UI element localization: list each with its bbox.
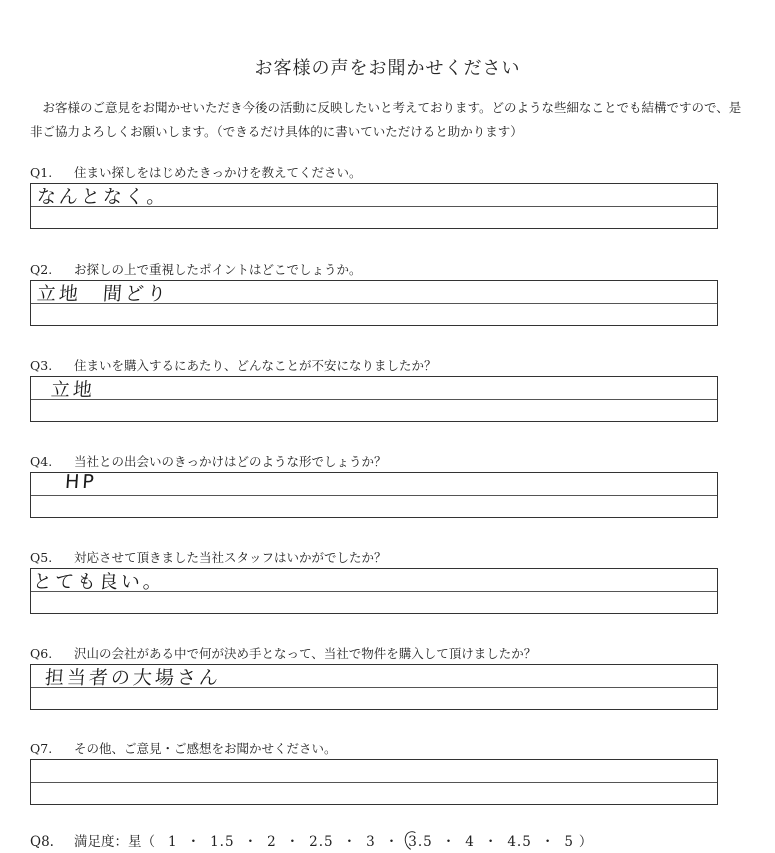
rating-option[interactable]: 2.5: [309, 834, 334, 850]
rating-option[interactable]: 1.5: [210, 834, 235, 850]
question-number: Q5.: [30, 550, 53, 565]
handwritten-answer: 立地 間どり: [36, 283, 170, 305]
rating-option[interactable]: 4: [465, 834, 475, 850]
rating-option[interactable]: 1: [168, 834, 178, 850]
question-number: Q8.: [30, 834, 54, 850]
question-text: 沢山の会社がある中で何が決め手となって、当社で物件を購入して頂けましたか？: [74, 646, 537, 661]
rating-separator: ・: [483, 834, 499, 850]
handwritten-answer: とても良い。: [32, 571, 166, 593]
question-4: [30, 452, 387, 470]
handwritten-answer: なんとなく。: [36, 186, 170, 208]
question-2: [30, 260, 362, 278]
rating-option[interactable]: 5: [564, 834, 574, 850]
question-text: お探しの上で重視したポイントはどこでしょうか。: [74, 262, 362, 277]
question-3: [30, 356, 437, 374]
rating-separator: ・: [243, 834, 259, 850]
question-5: [30, 548, 387, 566]
rating-separator: ・: [441, 834, 457, 850]
answer-line: [31, 495, 717, 496]
question-number: Q6.: [30, 646, 53, 661]
survey-intro: お客様のご意見をお聞かせいただき今後の活動に反映したいと考えております。どのような些細なことでも結構ですので、是非ご協力よろしくお願いします。（できるだけ具体的に書いていただけると助かります）: [30, 100, 742, 139]
answer-box-4[interactable]: [30, 472, 718, 518]
rating-separator: ・: [384, 834, 400, 850]
answer-box-3[interactable]: [30, 376, 718, 422]
survey-title: お客様の声をお聞かせください: [254, 58, 521, 79]
question-number: Q7.: [30, 741, 53, 756]
question-6: [30, 644, 536, 662]
question-1: [30, 163, 362, 181]
rating-option[interactable]: 3: [366, 834, 376, 850]
rating-option[interactable]: 3.5: [408, 834, 433, 850]
answer-line: [31, 782, 717, 783]
handwritten-answer: 立地: [50, 379, 96, 401]
question-text: その他、ご意見・ご感想をお聞かせください。: [74, 741, 337, 756]
rating-option[interactable]: 4.5: [507, 834, 532, 850]
rating-scale: [163, 834, 579, 850]
rating-separator: ・: [342, 834, 358, 850]
answer-box-7[interactable]: [30, 759, 718, 805]
rating-separator: ・: [540, 834, 556, 850]
question-number: Q2.: [30, 262, 53, 277]
rating-label: 満足度：星（: [74, 834, 155, 850]
rating-option[interactable]: 2: [267, 834, 277, 850]
answer-box-5[interactable]: [30, 568, 718, 614]
satisfaction-rating: [30, 830, 592, 850]
rating-separator: ・: [285, 834, 301, 850]
rating-separator: ・: [186, 834, 202, 850]
question-number: Q1.: [30, 165, 53, 180]
answer-box-6[interactable]: [30, 664, 718, 710]
answer-box-2[interactable]: [30, 280, 718, 326]
question-text: 住まい探しをはじめたきっかけを教えてください。: [74, 165, 362, 180]
answer-box-1[interactable]: [30, 183, 718, 229]
answer-line: [31, 399, 717, 400]
question-text: 住まいを購入するにあたり、どんなことが不安になりましたか？: [74, 358, 437, 373]
handwritten-answer: 担当者の大場さん: [44, 667, 222, 689]
rating-close: ）: [578, 834, 593, 850]
question-text: 当社との出会いのきっかけはどのような形でしょうか？: [74, 454, 387, 469]
question-number: Q3.: [30, 358, 53, 373]
handwritten-answer: HP: [64, 471, 98, 493]
question-7: [30, 739, 337, 757]
question-text: 対応させて頂きました当社スタッフはいかがでしたか？: [74, 550, 387, 565]
question-number: Q4.: [30, 454, 53, 469]
